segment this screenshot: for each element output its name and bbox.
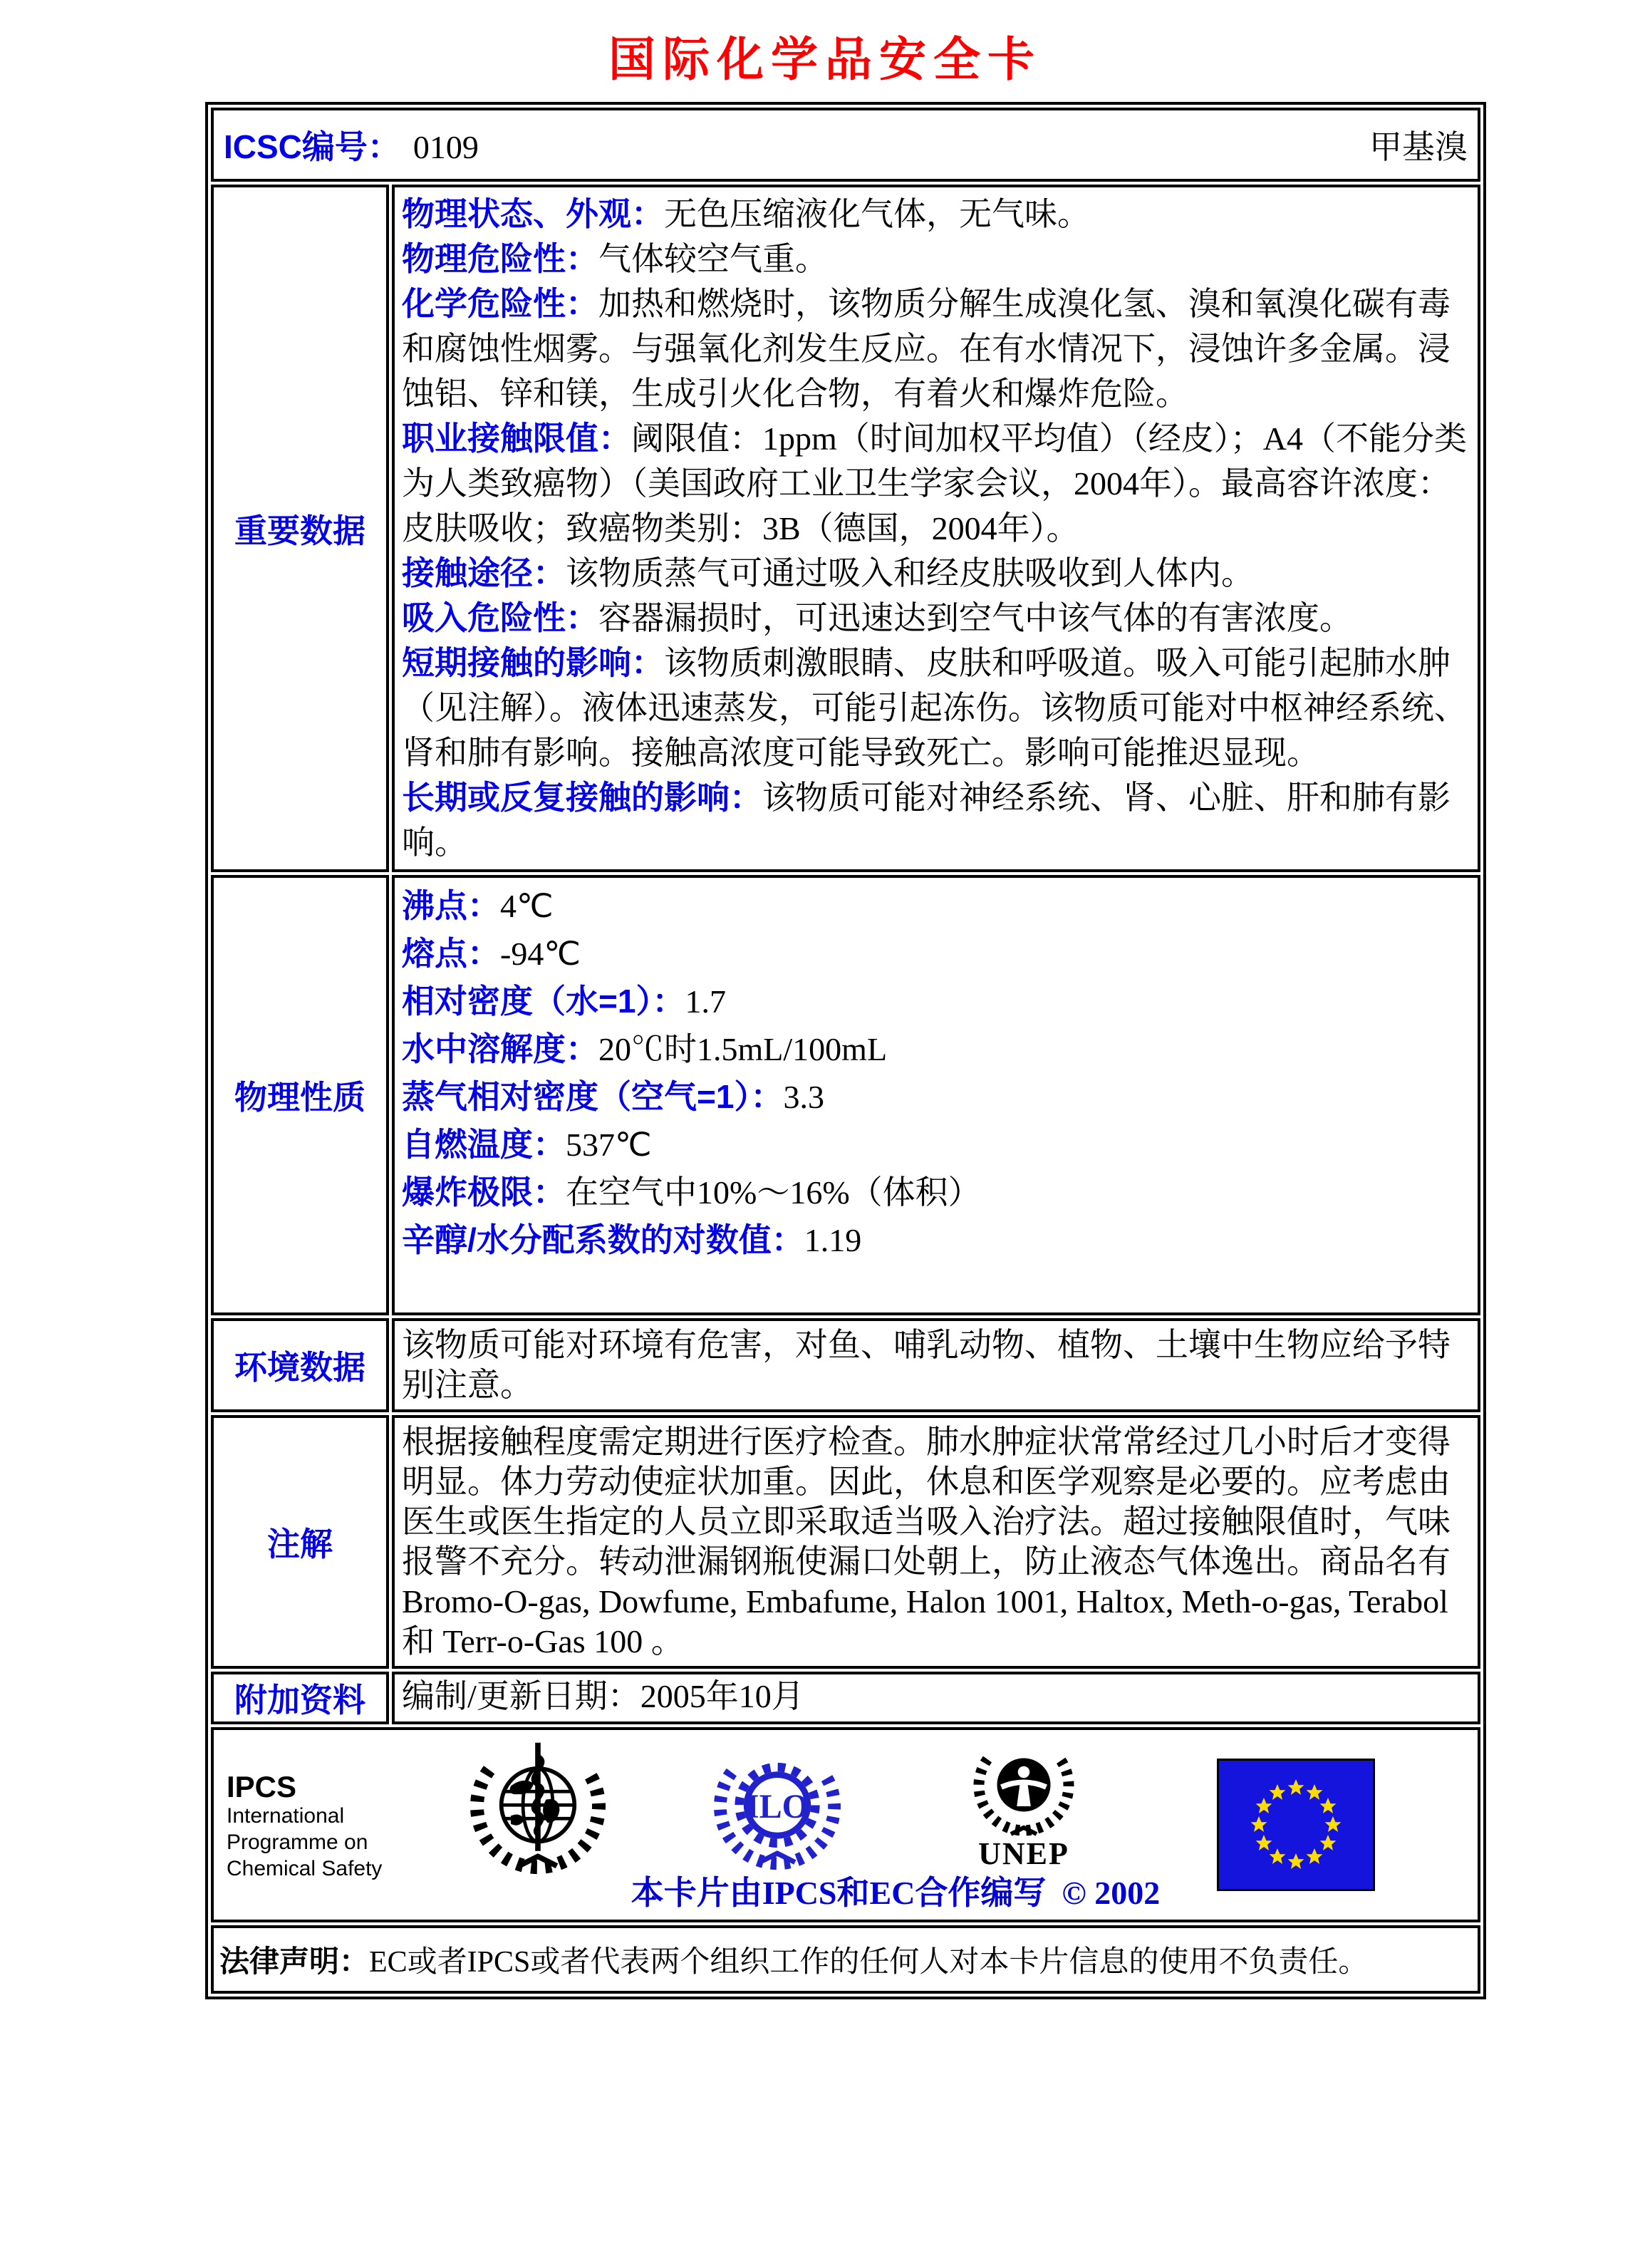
item-label: 吸入危险性： [402, 599, 598, 636]
item-label: 沸点： [402, 887, 500, 924]
environmental-data-content [392, 1318, 1480, 1412]
legal-row [211, 1925, 1480, 1994]
physical-property-item [402, 930, 1470, 978]
item-text: 气体较空气重。 [598, 241, 828, 277]
notes-label: 注解 [211, 1415, 389, 1669]
who-logo-icon [470, 1740, 606, 1879]
item-label: 辛醇/水分配系数的对数值： [402, 1221, 804, 1258]
environmental-data-text: 该物质可能对环境有危害，对鱼、哺乳动物、植物、土壤中生物应给予特别注意。 [402, 1327, 1451, 1403]
item-text: 该物质刺激眼睛、皮肤和呼吸道。吸入可能引起肺水肿（见注解）。液体迅速蒸发，可能引起冻伤。该物质可能对中枢神经系统、肾和肺有影响。接触高浓度可能导致死亡。影响可能推迟显现。 [402, 645, 1467, 771]
item-label: 物理状态、外观： [402, 195, 664, 232]
ilo-letters: ILO [745, 1788, 809, 1826]
item-text: 加热和燃烧时，该物质分解生成溴化氢、溴和氧溴化碳有毒和腐蚀性烟雾。与强氧化剂发生反应。在有水情况下，浸蚀许多金属。浸蚀铝、锌和镁，生成引火化合物，有着火和爆炸危险。 [402, 286, 1451, 412]
unep-logo-block [963, 1740, 1084, 1870]
item-label: 蒸气相对密度（空气=1）： [402, 1078, 784, 1115]
additional-info-text: 编制/更新日期：2005年10月 [402, 1678, 804, 1714]
item-label: 相对密度（水=1）： [402, 983, 685, 1020]
physical-property-item [402, 882, 1470, 930]
item-text: 537℃ [566, 1127, 652, 1163]
icsc-number-label: ICSC编号： [224, 128, 400, 165]
important-data-item [402, 641, 1470, 775]
item-text: 无色压缩液化气体，无气味。 [664, 196, 1090, 232]
copyright-line [214, 1867, 1478, 1914]
environmental-data-label: 环境数据 [211, 1318, 389, 1412]
item-label: 物理危险性： [402, 240, 598, 277]
important-data-item [402, 775, 1470, 865]
ilo-logo-icon [714, 1744, 841, 1875]
copyright-year: © 2002 [1062, 1875, 1161, 1911]
ipcs-line3: Chemical Safety [227, 1857, 383, 1880]
item-label: 职业接触限值： [402, 420, 631, 457]
icsc-number-group [224, 121, 479, 168]
physical-property-item [402, 1025, 1470, 1073]
physical-property-item [402, 1073, 1470, 1121]
item-label: 熔点： [402, 935, 500, 972]
item-text: 在空气中10%～16%（体积） [566, 1174, 981, 1211]
unep-wordmark: UNEP [978, 1836, 1069, 1871]
notes-row [211, 1415, 1480, 1669]
item-label: 长期或反复接触的影响： [402, 779, 762, 816]
chemical-name: 甲基溴 [1369, 129, 1468, 165]
physical-property-item [402, 978, 1470, 1025]
notes-text: 根据接触程度需定期进行医疗检查。肺水肿症状常常经过几小时后才变得明显。体力劳动使症状加重。因此，休息和医学观察是必要的。应考虑由医生或医生指定的人员立即采取适当吸入治疗法。超过接触限值时，气味报警不充分。转动泄漏钢瓶使漏口处朝上，防止液态气体逸出。商品名有Bromo-O-gas, Dowfume, Embafume, Halon 1001, Haltox, Meth-o-gas, Terabol 和 Terr-o-Gas 100 。 [402, 1424, 1451, 1659]
important-data-item [402, 192, 1470, 237]
item-text: 该物质蒸气可通过吸入和经皮肤吸收到人体内。 [566, 555, 1254, 591]
notes-content [392, 1415, 1480, 1669]
item-text: 1.19 [804, 1222, 862, 1258]
item-text: 3.3 [783, 1079, 824, 1115]
environmental-data-row [211, 1318, 1480, 1412]
important-data-item [402, 237, 1470, 281]
item-label: 爆炸极限： [402, 1174, 566, 1211]
physical-properties-row [211, 875, 1480, 1315]
additional-info-label: 附加资料 [211, 1672, 389, 1724]
header-cell [211, 108, 1480, 182]
logos-cell [211, 1727, 1480, 1922]
logos-row [211, 1727, 1480, 1922]
item-text: 20℃时1.5mL/100mL [598, 1031, 888, 1067]
important-data-row [211, 185, 1480, 872]
legal-text: EC或者IPCS或者代表两个组织工作的任何人对本卡片信息的使用不负责任。 [369, 1946, 1369, 1979]
page-title: 国际化学品安全卡 [608, 34, 1042, 86]
legal-label: 法律声明： [219, 1945, 370, 1978]
important-data-item [402, 281, 1470, 416]
important-data-item [402, 551, 1470, 596]
ipcs-acronym: IPCS [227, 1770, 297, 1803]
item-text: 该物质可能对神经系统、肾、心脏、肝和肺有影响。 [402, 780, 1451, 861]
copyright-text: 本卡片由IPCS和EC合作编写 [631, 1875, 1047, 1911]
icsc-number-value: 0109 [412, 129, 479, 165]
icsc-card-table [205, 102, 1486, 1999]
item-label: 接触途径： [402, 554, 566, 591]
physical-properties-content [392, 875, 1480, 1315]
item-text: 1.7 [685, 983, 726, 1020]
additional-info-content [392, 1672, 1480, 1724]
ipcs-text-block [227, 1771, 382, 1882]
item-text: -94℃ [500, 936, 581, 972]
physical-properties-label: 物理性质 [211, 875, 389, 1315]
physical-property-item [402, 1121, 1470, 1169]
important-data-item [402, 596, 1470, 641]
item-label: 水中溶解度： [402, 1030, 598, 1067]
important-data-content [392, 185, 1480, 872]
legal-cell [211, 1925, 1480, 1994]
physical-property-item [402, 1169, 1470, 1216]
important-data-label: 重要数据 [211, 185, 389, 872]
physical-property-item [402, 1216, 1470, 1264]
item-text: 容器漏损时，可迅速达到空气中该气体的有害浓度。 [598, 600, 1352, 636]
item-text: 阈限值：1ppm（时间加权平均值）（经皮）；A4（不能分类为人类致癌物）（美国政府工业卫生学家会议，2004年）。最高容许浓度：皮肤吸收；致癌物类别：3B（德国，2004年）。 [402, 420, 1467, 547]
item-label: 化学危险性： [402, 285, 598, 322]
ipcs-line1: International [227, 1804, 345, 1828]
header-row [211, 108, 1480, 182]
ipcs-line2: Programme on [227, 1831, 368, 1854]
important-data-item [402, 416, 1470, 551]
item-label: 短期接触的影响： [402, 644, 664, 681]
unep-logo-icon [970, 1740, 1077, 1838]
additional-info-row [211, 1672, 1480, 1724]
item-label: 自燃温度： [402, 1126, 566, 1163]
item-text: 4℃ [500, 888, 554, 924]
